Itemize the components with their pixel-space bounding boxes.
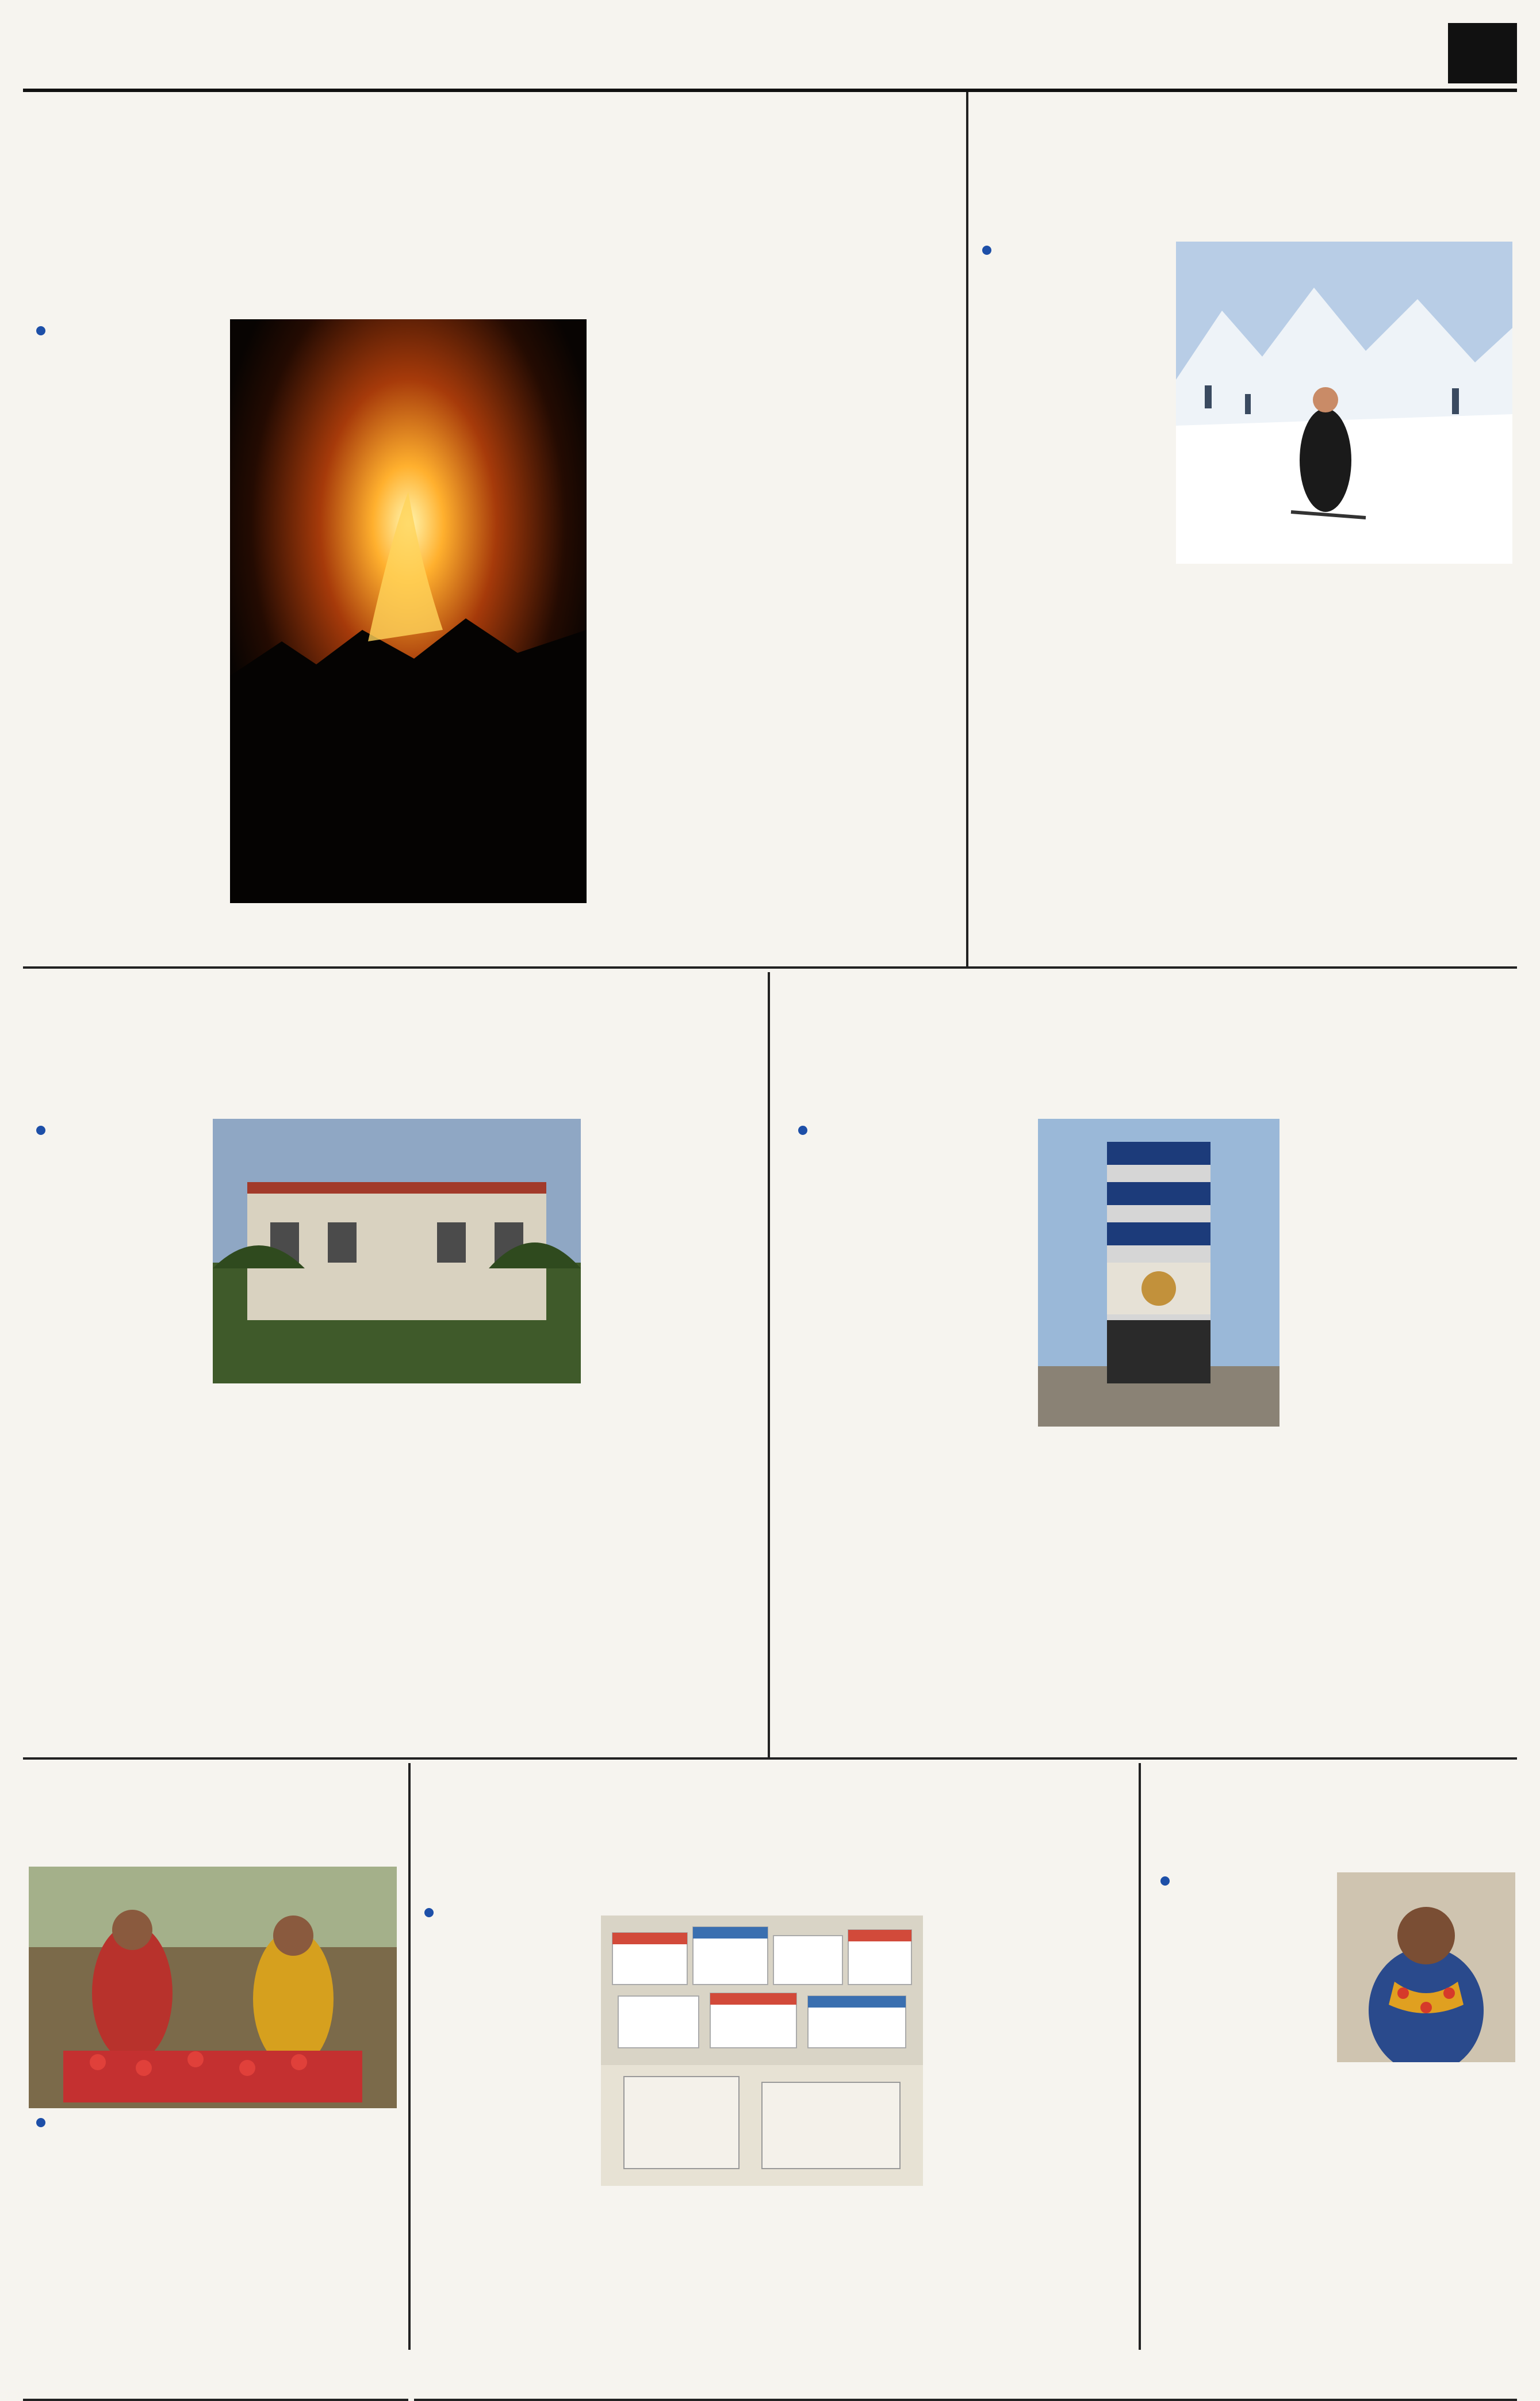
column-divider [768, 972, 770, 1757]
weather-col1 [978, 288, 1167, 955]
smog-col2 [1038, 1432, 1279, 1746]
byline [794, 1122, 812, 1138]
bullet-icon [36, 2118, 45, 2127]
fire-col3 [598, 319, 776, 955]
byline [32, 2114, 50, 2130]
drugs-col3 [771, 1904, 943, 2393]
fire-photo [230, 319, 587, 903]
fire-photo-caption [230, 906, 587, 955]
page-number [1448, 23, 1517, 83]
fire-subhead [788, 469, 955, 532]
drugs-headline [414, 1772, 1133, 1904]
bhim-headline [1147, 1772, 1515, 1869]
exam-col3 [397, 1389, 581, 1746]
drugs-col4 [952, 1904, 1127, 2393]
bullet-icon [36, 326, 45, 335]
fire-kicker [23, 92, 955, 132]
bullet-icon [424, 1908, 434, 1917]
byline [32, 1122, 50, 1138]
exam-headline [23, 978, 759, 1116]
byline [1156, 1872, 1174, 1888]
strawberry-headline [23, 1769, 403, 1861]
exam-col1 [32, 1168, 204, 1746]
drugs-col2 [601, 2192, 762, 2393]
strawberry-col1 [32, 2157, 216, 2393]
strawberry-farmers-photo [29, 1867, 397, 2108]
fire-col4b [788, 538, 955, 955]
row-divider [23, 1757, 1517, 1760]
masthead [23, 17, 1517, 92]
strawberry-col2 [221, 2114, 400, 2393]
weather-headline [978, 98, 1518, 242]
bullet-icon [798, 1126, 807, 1135]
column-divider [966, 92, 968, 966]
snow-photo [1176, 242, 1512, 564]
fire-headline [23, 138, 955, 311]
smog-col3 [1288, 1119, 1515, 1746]
exam-col2 [213, 1389, 388, 1746]
fire-col1 [32, 374, 221, 955]
smog-col1 [794, 1168, 1029, 1746]
row-divider [23, 966, 1517, 969]
weather-col3 [1351, 569, 1515, 955]
row-divider [23, 2399, 408, 2401]
column-divider [1139, 1763, 1141, 2350]
bhim-col2 [1337, 2068, 1515, 2393]
byline [420, 1904, 438, 1920]
chandrashekhar-photo [1337, 1872, 1515, 2062]
bullet-icon [982, 246, 991, 255]
drugs-col1 [420, 1947, 592, 2393]
bhim-col1 [1156, 1916, 1328, 2393]
weather-col2 [1176, 569, 1343, 955]
smog-headline [779, 978, 1515, 1116]
smog-tower-photo [1038, 1119, 1279, 1427]
row-divider [414, 2399, 1517, 2401]
cgpsc-building-photo [213, 1119, 581, 1383]
bullet-icon [36, 1126, 45, 1135]
column-divider [408, 1763, 411, 2350]
exam-col4 [589, 1119, 762, 1746]
bullet-icon [1160, 1876, 1170, 1886]
byline [978, 242, 996, 258]
fire-col4a [788, 319, 955, 463]
byline [32, 322, 50, 338]
